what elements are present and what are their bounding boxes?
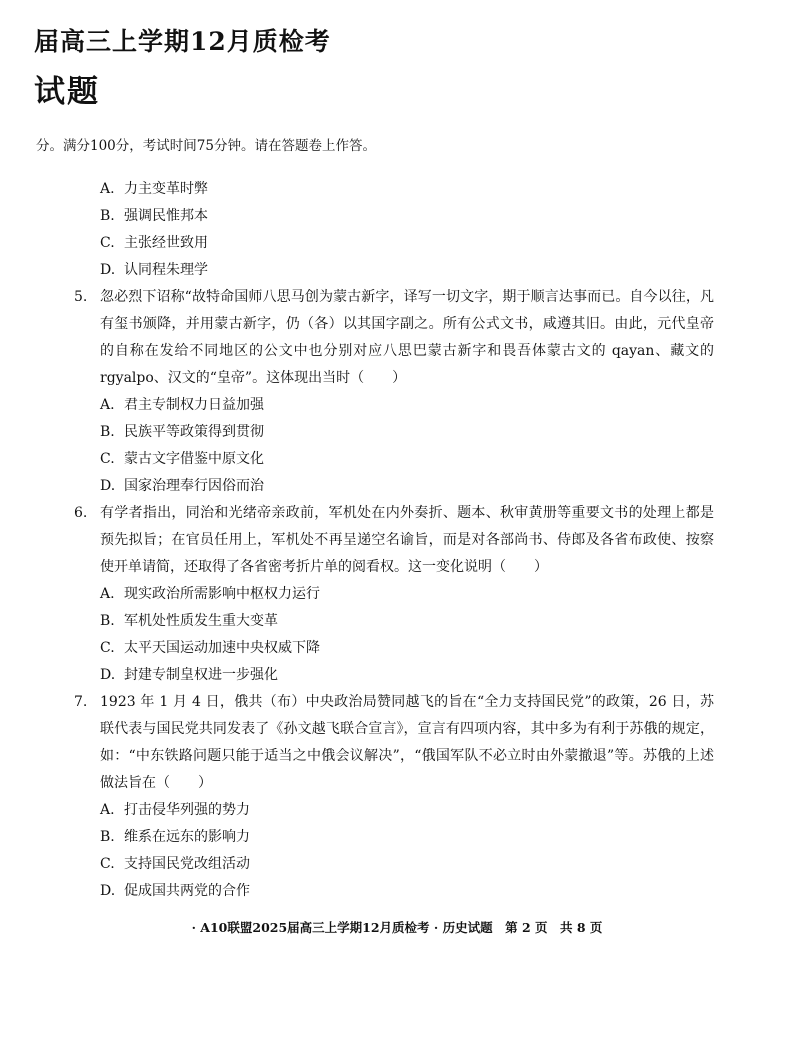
option-5a: A. 君主专制权力日益加强 [100,397,264,413]
question-number: 7. [74,694,88,710]
question-number: 5. [74,289,88,305]
option-4a: A. 力主变革时弊 [100,181,208,197]
option-5c: C. 蒙古文字借鉴中原文化 [100,451,264,467]
question-content [74,176,714,905]
exam-title-line2: 试题 [34,74,100,110]
option-5b: B. 民族平等政策得到贯彻 [100,424,264,440]
option-6c: C. 太平天国运动加速中央权威下降 [100,640,320,656]
page-footer: · A10联盟2025届高三上学期12月质检考 · 历史试题 第 2 页 共 8 页 [191,920,603,935]
option-7c: C. 支持国民党改组活动 [100,856,250,872]
option-7a: A. 打击侵华列强的势力 [100,802,250,818]
exam-title-line1: 届高三上学期12月质检考 [34,27,331,56]
option-4c: C. 主张经世致用 [100,235,208,251]
exam-notice: 分。满分100分，考试时间75分钟。请在答题卷上作答。 [36,138,376,154]
option-4d: D. 认同程朱理学 [100,262,208,278]
question-text: 忽必烈下诏称“故特命国师八思马创为蒙古新字，译写一切文字，期于顺言达事而已。自今以往，凡有玺书颁降，并用蒙古新字，仍（各）以其国字副之。所有公式文书，咸遵其旧。由此，元代皇帝的自称在发给不同地区的公文中也分别对应八思巴蒙古新字和畏吾体蒙古文的 qayan、藏文的 rgyalpo、汉文的“皇帝”。这体现出当时（ ） [100,289,714,386]
question-5 [74,284,714,500]
option-6a: A. 现实政治所需影响中枢权力运行 [100,586,320,602]
option-7b: B. 维系在远东的影响力 [100,829,250,845]
question-7-stem [74,689,714,797]
option-6d: D. 封建专制皇权进一步强化 [100,667,278,683]
option-4b: B. 强调民惟邦本 [100,208,208,224]
option-7d: D. 促成国共两党的合作 [100,883,250,899]
question-6 [74,500,714,689]
question-number: 6. [74,505,88,521]
question-4-options [74,176,714,284]
question-5-stem [74,284,714,392]
question-7 [74,689,714,905]
question-6-stem [74,500,714,581]
question-text: 1923 年 1 月 4 日，俄共（布）中央政治局赞同越飞的旨在“全力支持国民党”的政策，26 日，苏联代表与国民党共同发表了《孙文越飞联合宣言》，宣言有四项内容，其中多为有利于苏俄的规定，如：“中东铁路问题只能于适当之中俄会议解决”，“俄国军队不必立时由外蒙撤退”等。苏俄的上述做法旨在（ ） [100,694,714,791]
option-6b: B. 军机处性质发生重大变革 [100,613,278,629]
option-5d: D. 国家治理奉行因俗而治 [100,478,264,494]
question-text: 有学者指出，同治和光绪帝亲政前，军机处在内外奏折、题本、秋审黄册等重要文书的处理上都是预先拟旨；在官员任用上，军机处不再呈递空名谕旨，而是对各部尚书、侍郎及各省布政使、按察使开单请简，还取得了各省密考折片单的阅看权。这一变化说明（ ） [100,505,714,575]
